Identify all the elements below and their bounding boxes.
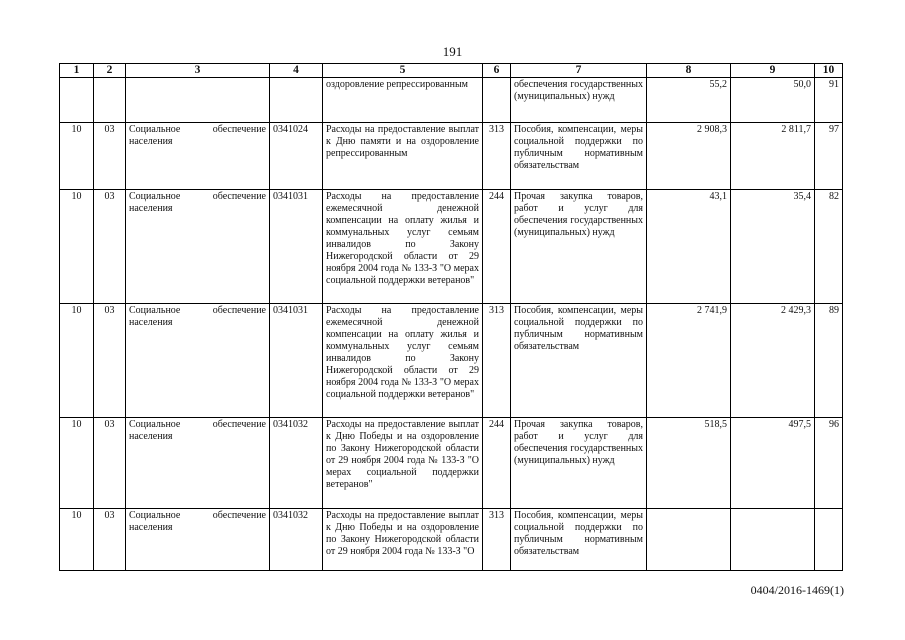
cell-actual: 497,5 [731,418,815,509]
cell-subsection: 03 [94,418,126,509]
table-row [60,78,843,123]
cell-type-code: 244 [483,190,511,304]
cell-plan [647,509,731,571]
cell-percent: 96 [815,418,843,509]
column-header: 1 [60,64,94,78]
cell-type-name: Прочая закупка товаров, работ и услуг для обеспечения государственных (муниципальных) нужд [511,190,647,304]
cell-section-name [126,78,270,123]
cell-subsection: 03 [94,123,126,190]
cell-subsection: 03 [94,304,126,418]
cell-plan: 2 741,9 [647,304,731,418]
cell-subsection: 03 [94,509,126,571]
cell-section [60,78,94,123]
cell-expense-name: Расходы на предоставление выплат к Дню памяти и на оздоровление репрессированным [323,123,483,190]
cell-percent: 89 [815,304,843,418]
cell-expense-name: оздоровление репрессированным [323,78,483,123]
cell-type-name: Пособия, компенсации, меры социальной поддержки по публичным нормативным обязательствам [511,304,647,418]
cell-percent: 82 [815,190,843,304]
column-header: 10 [815,64,843,78]
cell-plan: 518,5 [647,418,731,509]
cell-subsection [94,78,126,123]
cell-actual: 2 811,7 [731,123,815,190]
cell-actual: 2 429,3 [731,304,815,418]
cell-target-code: 0341032 [270,509,323,571]
cell-section-name: Социальное обеспечение населения [126,509,270,571]
cell-expense-name: Расходы на предоставление выплат к Дню Победы и на оздоровление по Закону Нижегородской области от 29 ноября 2004 года № 133-З "О [323,509,483,571]
cell-percent: 91 [815,78,843,123]
table-row [60,509,843,571]
cell-actual [731,509,815,571]
cell-section: 10 [60,304,94,418]
cell-section: 10 [60,418,94,509]
column-header: 2 [94,64,126,78]
cell-plan: 55,2 [647,78,731,123]
cell-section-name: Социальное обеспечение населения [126,190,270,304]
cell-section: 10 [60,123,94,190]
cell-subsection: 03 [94,190,126,304]
cell-actual: 50,0 [731,78,815,123]
cell-plan: 43,1 [647,190,731,304]
cell-percent [815,509,843,571]
cell-target-code: 0341032 [270,418,323,509]
cell-type-code: 313 [483,304,511,418]
cell-type-code: 313 [483,123,511,190]
table-row [60,304,843,418]
column-header: 6 [483,64,511,78]
cell-target-code: 0341031 [270,304,323,418]
cell-type-name: Прочая закупка товаров, работ и услуг для обеспечения государственных (муниципальных) нужд [511,418,647,509]
cell-section-name: Социальное обеспечение населения [126,304,270,418]
column-header: 7 [511,64,647,78]
column-header: 5 [323,64,483,78]
cell-expense-name: Расходы на предоставление выплат к Дню Победы и на оздоровление по Закону Нижегородской области от 29 ноября 2004 года № 133-З "О мерах социальной поддержки ветеранов" [323,418,483,509]
cell-section: 10 [60,190,94,304]
cell-section-name: Социальное обеспечение населения [126,418,270,509]
cell-type-code: 313 [483,509,511,571]
budget-table [59,63,843,571]
cell-target-code: 0341024 [270,123,323,190]
cell-type-name: Пособия, компенсации, меры социальной поддержки по публичным нормативным обязательствам [511,509,647,571]
cell-expense-name: Расходы на предоставление ежемесячной денежной компенсации на оплату жилья и коммунальных услуг семьям инвалидов по Закону Нижегородской области от 29 ноября 2004 года № 133-З "О мерах социальной поддержки ветеранов" [323,304,483,418]
cell-expense-name: Расходы на предоставление ежемесячной денежной компенсации на оплату жилья и коммунальных услуг семьям инвалидов по Закону Нижегородской области от 29 ноября 2004 года № 133-З "О мерах социальной поддержки ветеранов" [323,190,483,304]
column-header: 4 [270,64,323,78]
cell-section-name: Социальное обеспечение населения [126,123,270,190]
header-row [60,64,843,78]
table-row [60,123,843,190]
cell-type-code [483,78,511,123]
table-row [60,190,843,304]
cell-type-name: Пособия, компенсации, меры социальной поддержки по публичным нормативным обязательствам [511,123,647,190]
cell-type-name: обеспечения государственных (муниципальных) нужд [511,78,647,123]
cell-section: 10 [60,509,94,571]
cell-target-code: 0341031 [270,190,323,304]
cell-target-code [270,78,323,123]
table-row [60,418,843,509]
cell-percent: 97 [815,123,843,190]
cell-actual: 35,4 [731,190,815,304]
document-code: 0404/2016-1469(1) [750,583,844,597]
cell-plan: 2 908,3 [647,123,731,190]
column-header: 3 [126,64,270,78]
column-header: 8 [647,64,731,78]
column-header: 9 [731,64,815,78]
cell-type-code: 244 [483,418,511,509]
page-number: 191 [442,44,463,59]
